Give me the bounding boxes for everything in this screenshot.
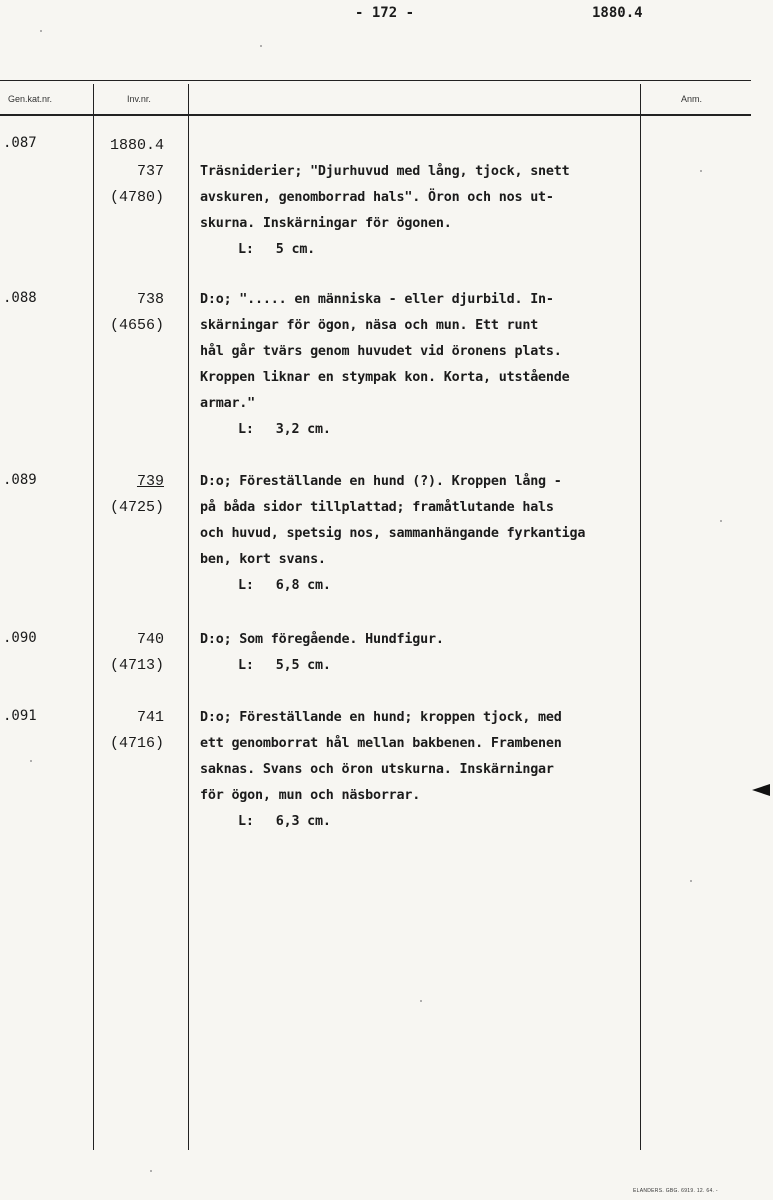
entry-inv-numbers bbox=[94, 469, 164, 521]
scan-speck bbox=[30, 760, 32, 762]
entry-description bbox=[200, 469, 655, 599]
inv-number: 739 bbox=[136, 473, 164, 490]
description-line: för ögon, mun och näsborrar. bbox=[200, 788, 421, 803]
entry-inv-numbers bbox=[94, 287, 164, 339]
measure-label: L: bbox=[238, 814, 254, 829]
margin-arrow-mark bbox=[752, 784, 770, 796]
measure-value: 6,3 cm. bbox=[275, 814, 331, 829]
measure-label: L: bbox=[238, 658, 254, 673]
entry-description bbox=[200, 159, 655, 263]
description-line: Kroppen liknar en stympak kon. Korta, utstående bbox=[200, 370, 570, 385]
measure-value: 5,5 cm. bbox=[275, 658, 331, 673]
inv-old-number: (4725) bbox=[109, 499, 164, 516]
description-line: på båda sidor tillplattad; framåtlutande hals bbox=[200, 500, 554, 515]
description-line: Träsniderier; "Djurhuvud med lång, tjock, snett bbox=[200, 164, 570, 179]
measurement bbox=[200, 417, 655, 443]
description-line: ett genomborrat hål mellan bakbenen. Frambenen bbox=[200, 736, 562, 751]
header-top-rule bbox=[0, 80, 751, 81]
measure-value: 3,2 cm. bbox=[275, 422, 331, 437]
inv-old-number: (4656) bbox=[109, 317, 164, 334]
entry-description bbox=[200, 627, 655, 679]
inv-old-number: (4716) bbox=[109, 735, 164, 752]
measurement bbox=[200, 573, 655, 599]
scan-speck bbox=[700, 170, 702, 172]
inv-old-number: (4713) bbox=[109, 657, 164, 674]
measurement bbox=[200, 653, 655, 679]
measure-value: 5 cm. bbox=[275, 242, 316, 257]
measurement bbox=[200, 809, 655, 835]
description-line: saknas. Svans och öron utskurna. Inskärningar bbox=[200, 762, 554, 777]
column-header-gen-kat: Gen.kat.nr. bbox=[8, 94, 53, 104]
description-line: armar." bbox=[200, 396, 256, 411]
scan-speck bbox=[260, 45, 262, 47]
entry-inv-numbers bbox=[94, 705, 164, 757]
entry-gen-number: .089 bbox=[3, 472, 37, 488]
inv-year: 1880.4 bbox=[109, 137, 164, 154]
description-line: och huvud, spetsig nos, sammanhängande fyrkantiga bbox=[200, 526, 586, 541]
scan-speck bbox=[40, 30, 42, 32]
column-header-anm: Anm. bbox=[681, 94, 703, 104]
description-line: D:o; Som föregående. Hundfigur. bbox=[200, 632, 444, 647]
inv-number: 741 bbox=[136, 709, 164, 726]
description-line: ben, kort svans. bbox=[200, 552, 326, 567]
scan-speck bbox=[150, 1170, 152, 1172]
description-line: hål går tvärs genom huvudet vid öronens plats. bbox=[200, 344, 562, 359]
printer-imprint: ELANDERS. GBG. 6919. 12. 64. - bbox=[633, 1188, 718, 1194]
entry-gen-number: .087 bbox=[3, 135, 37, 151]
catalog-reference: 1880.4 bbox=[592, 5, 643, 21]
entry-gen-number: .088 bbox=[3, 290, 37, 306]
inv-number: 740 bbox=[136, 631, 164, 648]
inv-number: 737 bbox=[136, 163, 164, 180]
entry-gen-number: .091 bbox=[3, 708, 37, 724]
inv-old-number: (4780) bbox=[109, 189, 164, 206]
scan-speck bbox=[690, 880, 692, 882]
description-line: D:o; Föreställande en hund; kroppen tjock, med bbox=[200, 710, 562, 725]
description-line: skurna. Inskärningar för ögonen. bbox=[200, 216, 452, 231]
page-number: - 172 - bbox=[355, 5, 415, 21]
entry-inv-numbers bbox=[94, 133, 164, 211]
entry-gen-number: .090 bbox=[3, 630, 37, 646]
scan-speck bbox=[420, 1000, 422, 1002]
inv-number: 738 bbox=[136, 291, 164, 308]
entry-inv-numbers bbox=[94, 627, 164, 679]
column-divider-1 bbox=[93, 84, 94, 1150]
description-line: D:o; Föreställande en hund (?). Kroppen lång - bbox=[200, 474, 562, 489]
measurement bbox=[200, 237, 655, 263]
measure-label: L: bbox=[238, 422, 254, 437]
column-header-inv: Inv.nr. bbox=[127, 94, 151, 104]
entry-description bbox=[200, 287, 655, 443]
measure-label: L: bbox=[238, 242, 254, 257]
description-line: skärningar för ögon, näsa och mun. Ett runt bbox=[200, 318, 539, 333]
header-bottom-rule bbox=[0, 114, 751, 116]
description-line: D:o; "..... en människa - eller djurbild. In- bbox=[200, 292, 554, 307]
scan-speck bbox=[720, 520, 722, 522]
description-line: avskuren, genomborrad hals". Öron och nos ut- bbox=[200, 190, 554, 205]
column-divider-2 bbox=[188, 84, 189, 1150]
measure-label: L: bbox=[238, 578, 254, 593]
measure-value: 6,8 cm. bbox=[275, 578, 331, 593]
entry-description bbox=[200, 705, 655, 835]
